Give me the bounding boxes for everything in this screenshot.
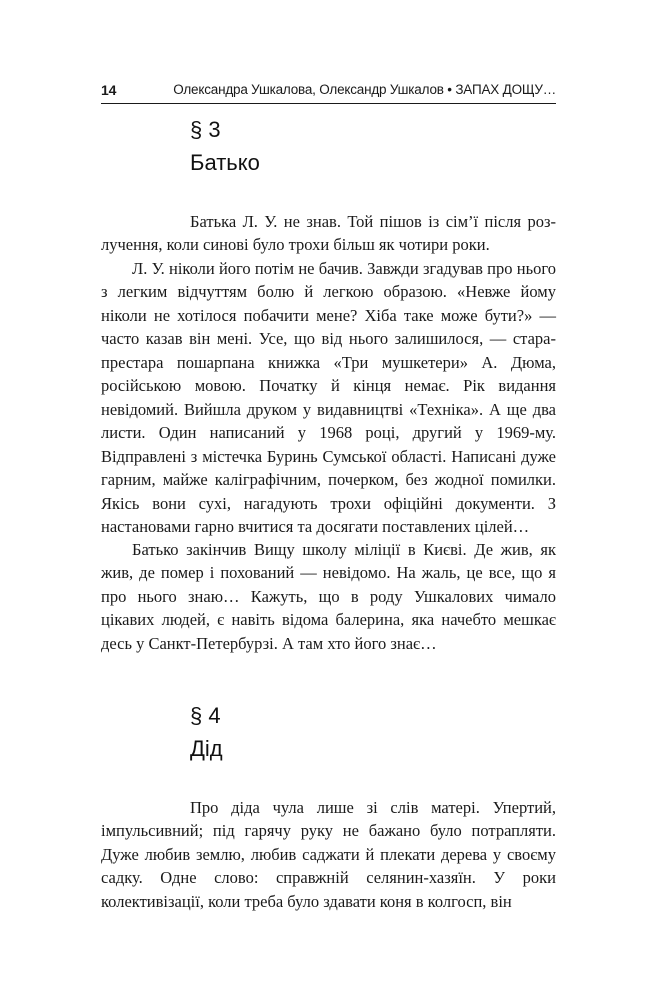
page-header <box>101 80 556 104</box>
page-number: 14 <box>101 82 117 98</box>
section-3-paragraph-3: Батько закінчив Вищу школу міліції в Києві. Де жив, як жив, де помер і похований — невідомо. На жаль, це все, що я про нього знаю… Кажуть, що в роду Ушкалових чимало цікавих людей, є навіть відома балерина, яка начебто мешкає десь у Санкт-Петербурзі. А там хто його знає… <box>101 540 556 653</box>
section-3-title: Батько <box>190 150 260 175</box>
section-4-number: § 4 <box>190 703 221 728</box>
header-rule <box>101 103 556 104</box>
section-3-paragraph-2: Л. У. ніколи його потім не бачив. Завжди згадував про нього з легким відчуттям болю й легкою образою. «Невже йому ніколи не хотілося побачити мене? Хіба таке може бути?» — часто казав він мені. Усе, що від нього залишилося, — стара-престара пошарпана книжка «Три мушкетери» А. Дюма, російською мовою. Початку й кінця немає. Рік видання невідомий. Вийшла друком у видавництві «Техніка». А ще два листи. Один написаний у 1968 році, другий у 1969-му. Відправлені з містечка Буринь Сумської області. Написані дуже гарним, майже каліграфічним, почерком, без жодної помилки. Якісь вони сухі, нагадують трохи офіційні документи. З настановами гарно вчитися та досягати поставлених цілей… <box>101 259 556 536</box>
section-4-paragraph-1: Про діда чула лише зі слів матері. Упертий, імпульсивний; під гарячу руку не бажано було потрапляти. Дуже любив землю, любив саджати й плекати дерева у своєму садку. Одне слово: справжній селянин-хазяїн. У роки колективізації, коли треба було здавати коня в колгосп, він <box>101 798 556 911</box>
section-3-number: § 3 <box>190 117 221 142</box>
section-3-paragraph-1: Батька Л. У. не знав. Той пішов із сім’ї після розлучення, коли синові було трохи більш як чотири роки. <box>101 212 556 255</box>
section-4-title: Дід <box>190 736 223 761</box>
running-head: Олександра Ушкалова, Олександр Ушкалов • ЗАПАХ ДОЩУ… <box>173 82 556 97</box>
